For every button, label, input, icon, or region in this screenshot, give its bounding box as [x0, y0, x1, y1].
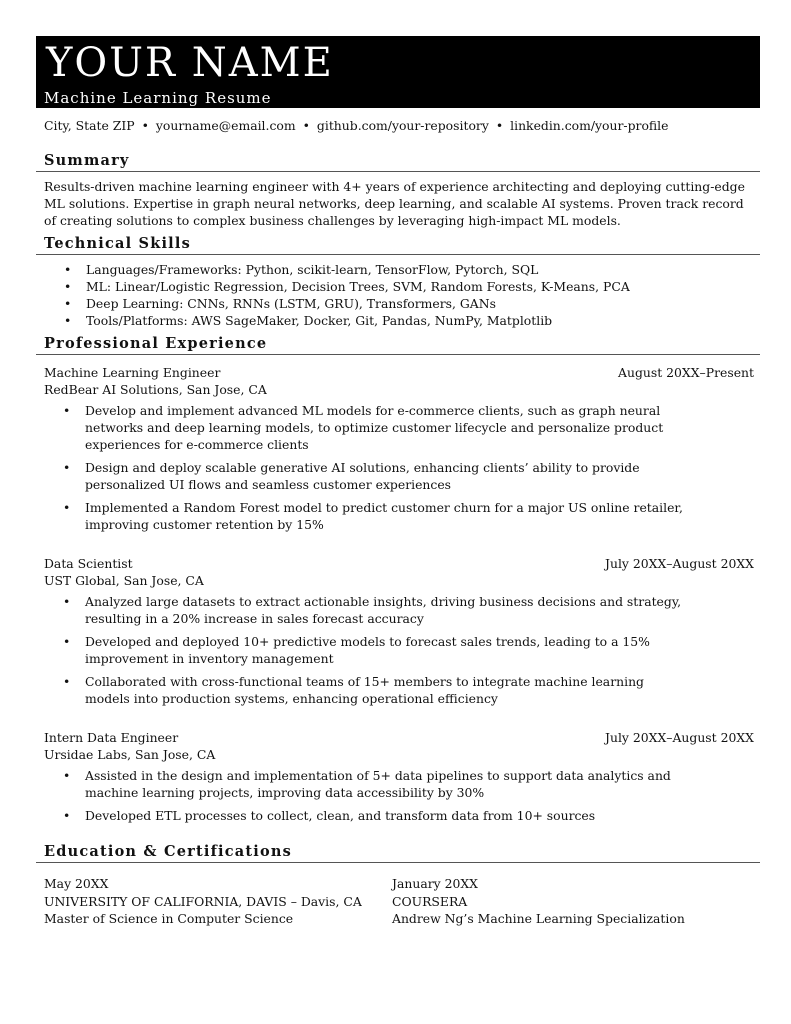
job-bullets — [44, 593, 685, 707]
job-title: Machine Learning Engineer — [44, 365, 221, 380]
skill-item: • Languages/Frameworks: Python, scikit-learn, TensorFlow, Pytorch, SQL — [86, 261, 760, 278]
education-date: May 20XX — [44, 876, 109, 891]
job-bullet: • Collaborated with cross-functional teams of 15+ members to integrate machine learning models into production systems, enhancing operational efficiency — [85, 673, 685, 707]
contact-linkedin-link[interactable]: linkedin.com/your-profile — [510, 118, 669, 133]
job-dates: July 20XX–August 20XX — [605, 730, 754, 745]
job-bullet: • Analyzed large datasets to extract actionable insights, driving business decisions and strategy, resulting in a 20% increase in sales forecast accuracy — [85, 593, 685, 627]
skills-heading: Technical Skills — [36, 234, 760, 255]
job-title: Data Scientist — [44, 556, 133, 571]
summary-heading: Summary — [36, 151, 760, 172]
job-bullet: • Develop and implement advanced ML models for e-commerce clients, such as graph neural networks and deep learning models, to optimize customer lifecycle and personalize product experiences for e-commerce clients — [85, 402, 685, 453]
contact-separator: • — [302, 118, 310, 133]
job-company: UST Global, San Jose, CA — [44, 573, 204, 588]
contact-github-link[interactable]: github.com/your-repository — [316, 118, 489, 133]
education-entries — [44, 875, 760, 935]
job-entry — [44, 555, 754, 707]
job-bullet: • Design and deploy scalable generative AI solutions, enhancing clients’ ability to provide personalized UI flows and seamless customer experiences — [85, 459, 685, 493]
job-title: Intern Data Engineer — [44, 730, 179, 745]
education-entry — [44, 875, 362, 928]
contact-separator: • — [495, 118, 504, 133]
resume-page — [36, 36, 760, 935]
job-bullet: • Implemented a Random Forest model to predict customer churn for a major US online retailer, improving customer retention by 15% — [85, 499, 685, 533]
education-institution: COURSERA — [392, 893, 468, 909]
education-credential: Master of Science in Computer Science — [44, 911, 294, 926]
job-company: Ursidae Labs, San Jose, CA — [44, 747, 216, 762]
candidate-name: YOUR NAME — [46, 40, 334, 86]
experience-heading: Professional Experience — [36, 334, 760, 355]
education-entry — [392, 875, 685, 928]
job-bullet: • Developed and deployed 10+ predictive models to forecast sales trends, leading to a 15% improvement in inventory management — [85, 633, 685, 667]
contact-email-link[interactable]: yourname@email.com — [155, 118, 296, 133]
skill-item: • Tools/Platforms: AWS SageMaker, Docker, Git, Pandas, NumPy, Matplotlib — [86, 312, 760, 329]
job-bullets — [44, 402, 685, 533]
job-entry — [44, 729, 754, 824]
contact-separator: • — [141, 118, 149, 133]
contact-line — [44, 118, 760, 134]
contact-location: City, State ZIP — [44, 118, 135, 133]
job-company: RedBear AI Solutions, San Jose, CA — [44, 382, 267, 397]
resume-subtitle: Machine Learning Resume — [44, 89, 272, 107]
job-dates: July 20XX–August 20XX — [605, 556, 754, 571]
education-heading: Education & Certifications — [36, 842, 760, 863]
name-header-bar — [36, 36, 760, 108]
education-date: January 20XX — [392, 876, 478, 891]
education-credential: Andrew Ng’s Machine Learning Specialization — [392, 911, 685, 926]
job-entry — [44, 364, 754, 533]
job-bullets — [44, 767, 685, 824]
skill-item: • ML: Linear/Logistic Regression, Decision Trees, SVM, Random Forests, K-Means, PCA — [86, 278, 760, 295]
skill-item: • Deep Learning: CNNs, RNNs (LSTM, GRU), Transformers, GANs — [86, 295, 760, 312]
skills-list — [36, 261, 760, 329]
summary-text: Results-driven machine learning engineer with 4+ years of experience architecting and deploying cutting-edge ML solutions. Expertise in graph neural networks, deep learning, and scalable AI systems. Proven track record of creating solutions to complex business challenges by leveraging high-impact ML models. — [44, 179, 745, 228]
job-dates: August 20XX–Present — [618, 365, 754, 380]
job-bullet: • Assisted in the design and implementation of 5+ data pipelines to support data analytics and machine learning projects, improving data accessibility by 30% — [85, 767, 685, 801]
education-institution: UNIVERSITY OF CALIFORNIA, DAVIS – Davis, CA — [44, 893, 362, 909]
job-bullet: • Developed ETL processes to collect, clean, and transform data from 10+ sources — [85, 807, 685, 824]
